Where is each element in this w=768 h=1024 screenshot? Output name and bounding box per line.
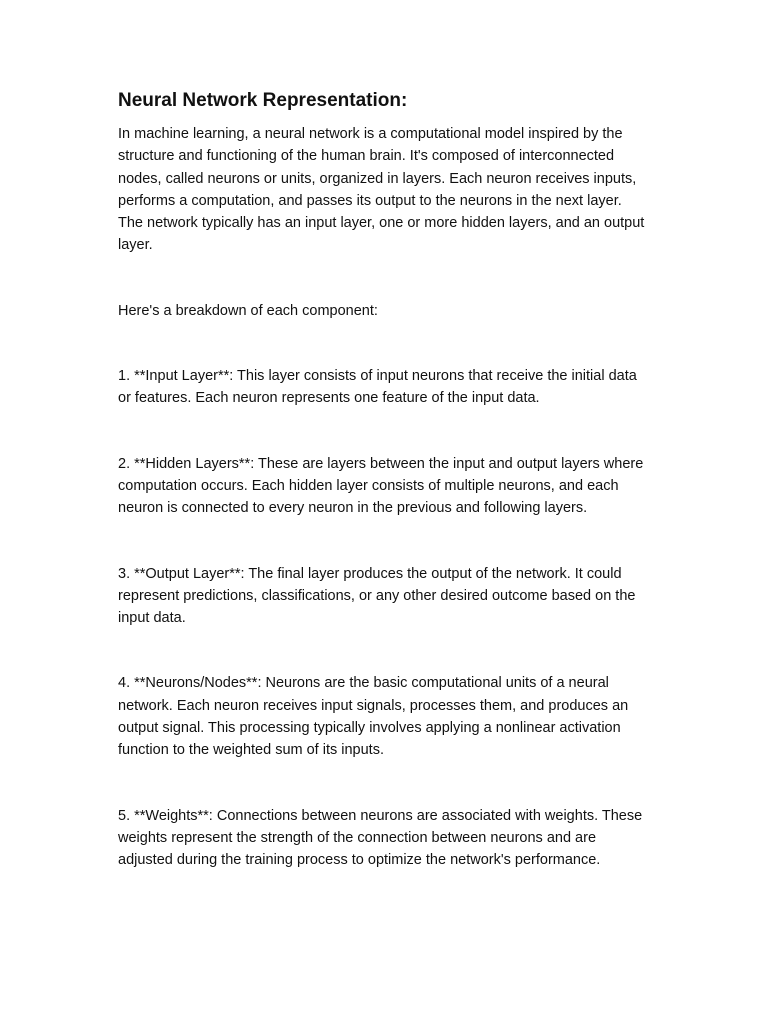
list-item-input-layer: 1. **Input Layer**: This layer consists of input neurons that receive the initial data or features. Each neuron represents one feature of the input data. bbox=[118, 368, 637, 407]
intro-paragraph: In machine learning, a neural network is a computational model inspired by the structure and functioning of the human brain. It's composed of interconnected nodes, called neurons or units, organized in layers. Each neuron receives inputs, performs a computation, and passes its output to the neurons in the next layer. The network typically has an input layer, one or more hidden layers, and an output layer. bbox=[118, 126, 645, 254]
list-item-hidden-layers: 2. **Hidden Layers**: These are layers between the input and output layers where computation occurs. Each hidden layer consists of multiple neurons, and each neuron is connected to every neuron in the previous and following layers. bbox=[118, 455, 644, 517]
list-item-weights: 5. **Weights**: Connections between neurons are associated with weights. These weights represent the strength of the connection between neurons and are adjusted during the training process to optimize the network's performance. bbox=[118, 807, 643, 869]
spacer bbox=[118, 520, 648, 563]
spacer bbox=[118, 762, 648, 805]
spacer bbox=[118, 322, 648, 365]
spacer bbox=[118, 257, 648, 300]
list-item-neurons-nodes: 4. **Neurons/Nodes**: Neurons are the basic computational units of a neural network. Each neuron receives input signals, processes them, and produces an output signal. This processing typically involves applying a nonlinear activation function to the weighted sum of its inputs. bbox=[118, 675, 629, 759]
document-title: Neural Network Representation: bbox=[118, 90, 408, 111]
list-item-output-layer: 3. **Output Layer**: The final layer produces the output of the network. It could represent predictions, classifications, or any other desired outcome based on the input data. bbox=[118, 565, 636, 627]
spacer bbox=[118, 410, 648, 453]
spacer bbox=[118, 629, 648, 672]
document-page bbox=[118, 88, 648, 872]
breakdown-lead: Here's a breakdown of each component: bbox=[118, 302, 378, 319]
